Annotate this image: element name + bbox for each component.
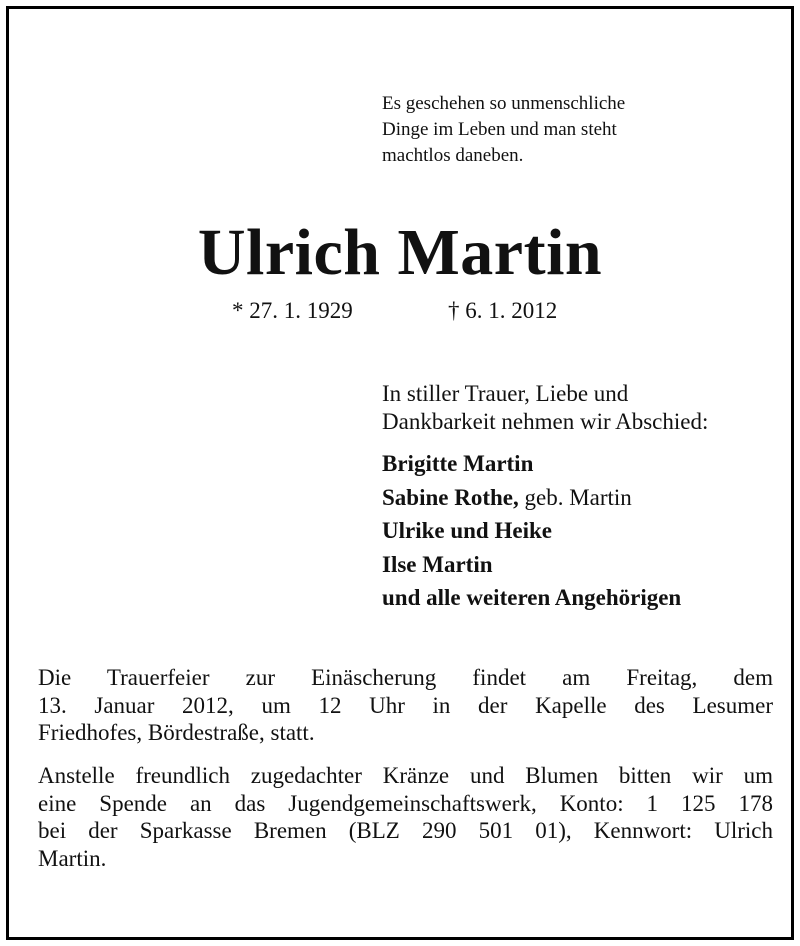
- notice-line: Anstelle freundlich zugedachter Kränze und Blumen bitten wir um: [38, 763, 773, 788]
- family-member-name: Ulrike und Heike: [382, 518, 552, 543]
- notice-line: Friedhofes, Bördestraße, statt.: [38, 720, 315, 745]
- epigraph-quote: [382, 91, 742, 169]
- quote-line: machtlos daneben.: [382, 145, 524, 166]
- quote-line: Dinge im Leben und man steht: [382, 119, 617, 140]
- mourning-line: In stiller Trauer, Liebe und: [382, 381, 629, 406]
- quote-line: Es geschehen so unmenschliche: [382, 93, 626, 114]
- mourning-statement: [382, 380, 792, 436]
- deceased-name: Ulrich Martin: [197, 216, 603, 289]
- notice-line: eine Spende an das Jugendgemeinschaftswerk, Konto: 1 125 178: [38, 790, 773, 816]
- family-member: [382, 447, 792, 481]
- notice-line: Die Trauerfeier zur Einäscherung findet am Freitag, dem: [38, 665, 773, 690]
- family-member-suffix: geb. Martin: [518, 484, 632, 510]
- family-list: [382, 447, 792, 615]
- mourning-line: Dankbarkeit nehmen wir Abschied:: [382, 409, 709, 434]
- birth-date: * 27. 1. 1929: [232, 298, 353, 323]
- family-member: [382, 581, 792, 615]
- family-member: [382, 514, 792, 548]
- family-member-name: Sabine Rothe,: [382, 484, 519, 510]
- notice-line: bei der Sparkasse Bremen (BLZ 290 501 01), Kennwort: Ulrich: [38, 818, 773, 843]
- ceremony-notice: [38, 664, 773, 747]
- family-member: [382, 481, 792, 515]
- family-member-name: und alle weiteren Angehörigen: [382, 585, 682, 610]
- donation-notice: [38, 762, 773, 872]
- family-member-name: Ilse Martin: [382, 551, 493, 577]
- family-member: [382, 548, 792, 582]
- family-member-name: Brigitte Martin: [382, 451, 534, 476]
- notice-line: Martin.: [38, 845, 107, 871]
- death-date: † 6. 1. 2012: [448, 298, 558, 323]
- obituary-frame: [6, 6, 794, 940]
- notice-line: 13. Januar 2012, um 12 Uhr in der Kapelle des Lesumer: [38, 692, 773, 718]
